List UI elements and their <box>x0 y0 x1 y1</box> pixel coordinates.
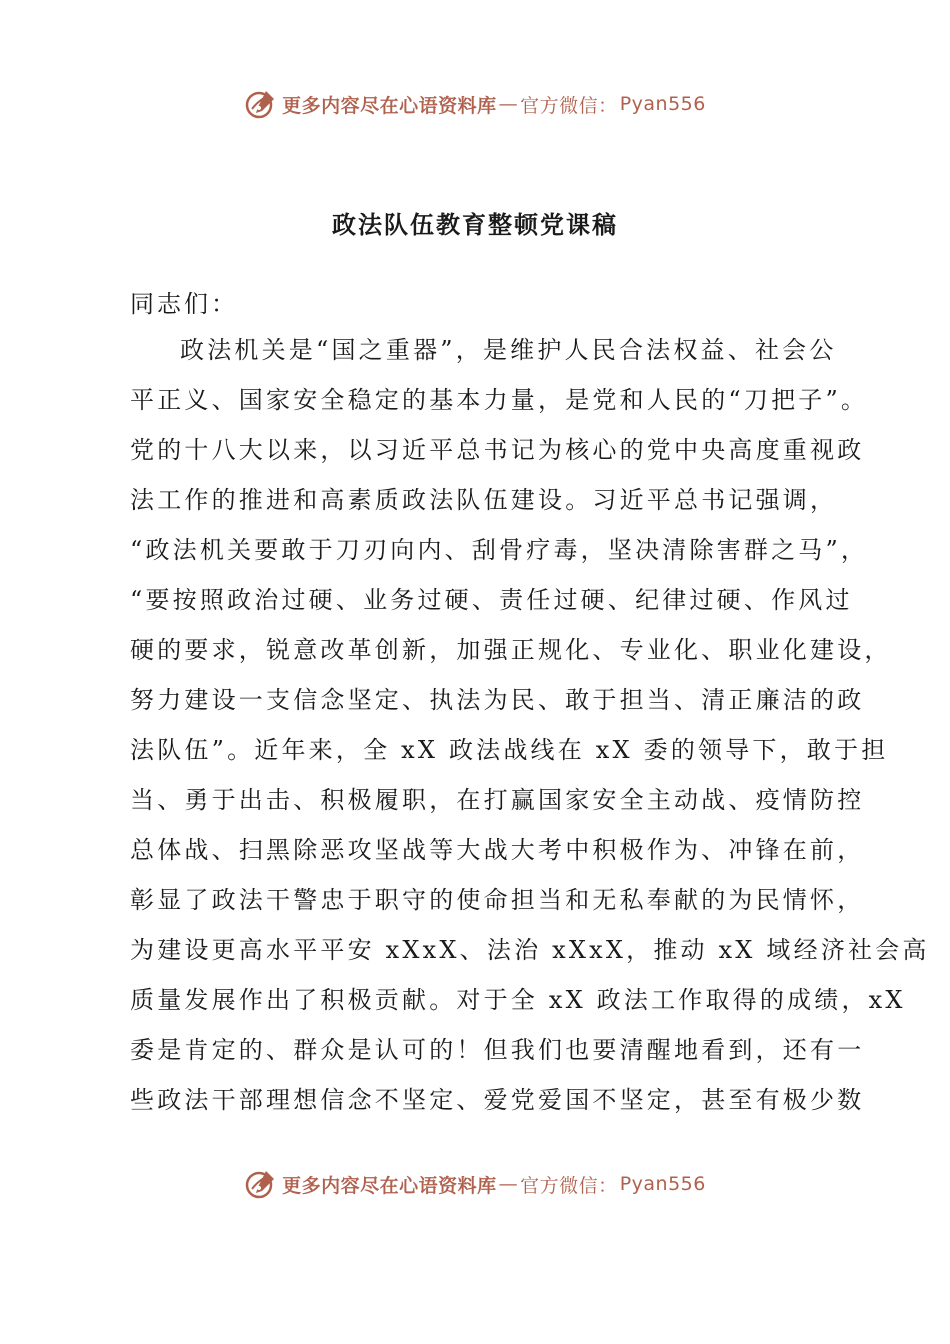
body-line: 法工作的推进和高素质政法队伍建设。习近平总书记强调， <box>130 486 838 514</box>
body-line: 法队伍”。近年来，全 xX 政法战线在 xX 委的领导下，敢于担 <box>130 736 889 764</box>
pen-logo-icon <box>244 87 278 121</box>
body-line: 些政法干部理想信念不坚定、爱党爱国不坚定，甚至有极少数 <box>130 1086 865 1114</box>
watermark-label: 官方微信： <box>520 1174 618 1197</box>
watermark-brand: 更多内容尽在心语资料库 <box>282 1174 497 1197</box>
watermark-label: 官方微信： <box>520 94 618 117</box>
body-line: 党的十八大以来，以习近平总书记为核心的党中央高度重视政 <box>130 436 865 464</box>
watermark-brand: 更多内容尽在心语资料库 <box>282 94 497 117</box>
body-line: 努力建设一支信念坚定、执法为民、敢于担当、清正廉洁的政 <box>130 686 865 714</box>
body-line: 总体战、扫黑除恶攻坚战等大战大考中积极作为、冲锋在前， <box>130 836 865 864</box>
body-paragraph <box>130 325 930 1125</box>
body-line: 质量发展作出了积极贡献。对于全 xX 政法工作取得的成绩，xX <box>130 986 906 1014</box>
pen-logo-icon <box>244 1167 278 1201</box>
watermark-separator: — <box>498 93 519 115</box>
watermark-banner-bottom <box>0 1164 950 1204</box>
body-line: 委是肯定的、群众是认可的！但我们也要清醒地看到，还有一 <box>130 1036 865 1064</box>
body-line: 为建设更高水平平安 xXxX、法治 xXxX，推动 xX 域经济社会高 <box>130 936 930 964</box>
watermark-banner-top <box>0 84 950 124</box>
body-line: 平正义、国家安全稳定的基本力量，是党和人民的“刀把子”。 <box>130 386 869 414</box>
body-line: “政法机关要敢于刀刃向内、刮骨疗毒，坚决清除害群之马”， <box>130 536 869 564</box>
body-line: 硬的要求，锐意改革创新，加强正规化、专业化、职业化建设， <box>130 636 892 664</box>
body-line: “要按照政治过硬、业务过硬、责任过硬、纪律过硬、作风过 <box>130 586 853 614</box>
body-line: 彰显了政法干警忠于职守的使命担当和无私奉献的为民情怀， <box>130 886 865 914</box>
document-title: 政法队伍教育整顿党课稿 <box>332 210 618 239</box>
body-line: 当、勇于出击、积极履职，在打赢国家安全主动战、疫情防控 <box>130 786 865 814</box>
body-line: 政法机关是“国之重器”，是维护人民合法权益、社会公 <box>180 336 837 364</box>
watermark-wechat-id: Pyan556 <box>619 1173 706 1195</box>
watermark-separator: — <box>498 1173 519 1195</box>
salutation: 同志们： <box>130 290 238 318</box>
watermark-wechat-id: Pyan556 <box>619 93 706 115</box>
